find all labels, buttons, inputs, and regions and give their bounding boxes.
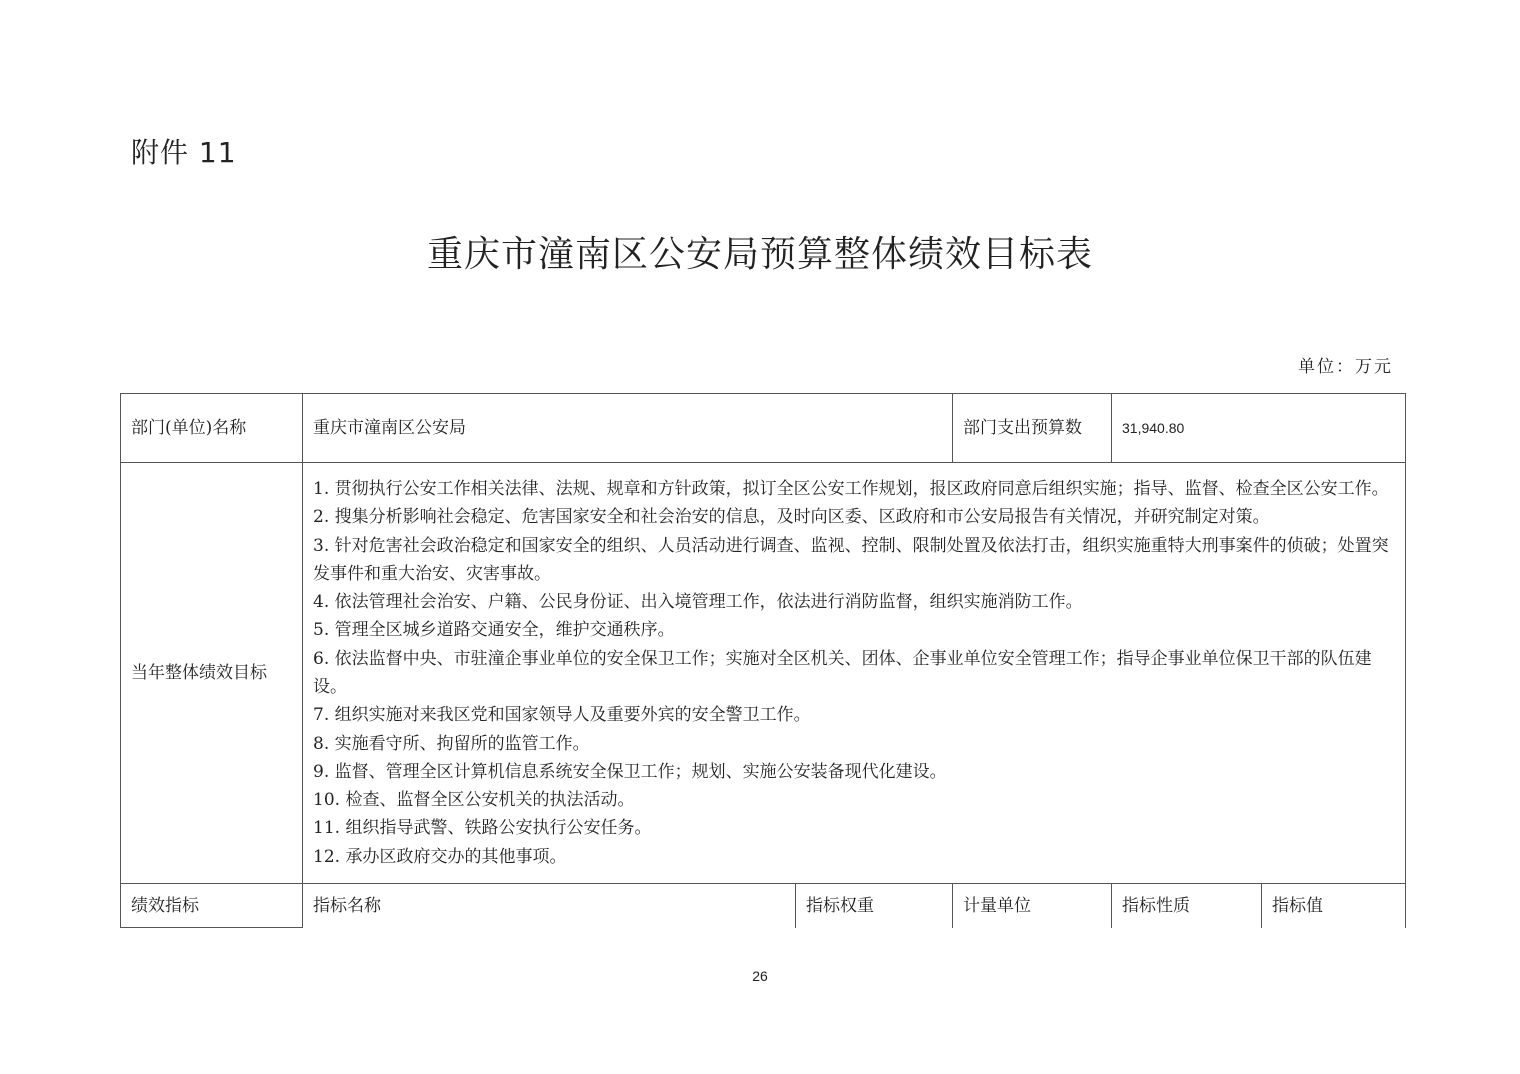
table-row xyxy=(121,463,1406,884)
goal-item: 6. 依法监督中央、市驻潼企事业单位的安全保卫工作；实施对全区机关、团体、企事业单位安全管理工作；指导企事业单位保卫干部的队伍建设。 xyxy=(313,648,1372,697)
goal-item: 11. 组织指导武警、铁路公安执行公安任务。 xyxy=(313,818,652,839)
goals-cell xyxy=(303,463,1406,884)
metric-header-value: 指标值 xyxy=(1262,884,1406,928)
metric-header-nature: 指标性质 xyxy=(1112,884,1262,928)
metrics-label-cell: 绩效指标 xyxy=(121,884,303,928)
performance-table xyxy=(120,393,1406,928)
metric-header-unit: 计量单位 xyxy=(953,884,1112,928)
dept-label-cell: 部门(单位)名称 xyxy=(121,394,303,463)
goal-item: 5. 管理全区城乡道路交通安全，维护交通秩序。 xyxy=(313,620,675,641)
goal-item: 10. 检查、监督全区公安机关的执法活动。 xyxy=(313,790,635,811)
page-number: 26 xyxy=(752,968,768,984)
goal-item: 3. 针对危害社会政治稳定和国家安全的组织、人员活动进行调查、监视、控制、限制处置及依法打击，组织实施重特大刑事案件的侦破；处置突发事件和重大治安、灾害事故。 xyxy=(313,535,1389,584)
goal-item: 12. 承办区政府交办的其他事项。 xyxy=(313,846,567,867)
attachment-label: 附件 11 xyxy=(131,136,237,169)
page-title: 重庆市潼南区公安局预算整体绩效目标表 xyxy=(426,234,1093,275)
unit-label: 单位：万元 xyxy=(1298,357,1393,377)
goal-item: 1. 贯彻执行公安工作相关法律、法规、规章和方针政策，拟订全区公安工作规划，报区政府同意后组织实施；指导、监督、检查全区公安工作。 xyxy=(313,478,1389,499)
goals-label-cell: 当年整体绩效目标 xyxy=(121,463,303,884)
goal-item: 9. 监督、管理全区计算机信息系统安全保卫工作；规划、实施公安装备现代化建设。 xyxy=(313,761,947,782)
table-row xyxy=(121,884,1406,928)
dept-name-cell: 重庆市潼南区公安局 xyxy=(303,394,953,463)
metric-header-weight: 指标权重 xyxy=(796,884,953,928)
goal-item: 2. 搜集分析影响社会稳定、危害国家安全和社会治安的信息，及时向区委、区政府和市公安局报告有关情况，并研究制定对策。 xyxy=(313,507,1270,528)
budget-value-cell: 31,940.80 xyxy=(1112,394,1406,463)
metric-header-name: 指标名称 xyxy=(303,884,796,928)
goal-item: 4. 依法管理社会治安、户籍、公民身份证、出入境管理工作，依法进行消防监督，组织实施消防工作。 xyxy=(313,592,1083,613)
goal-item: 8. 实施看守所、拘留所的监管工作。 xyxy=(313,733,590,754)
goal-item: 7. 组织实施对来我区党和国家领导人及重要外宾的安全警卫工作。 xyxy=(313,705,811,726)
budget-label-cell: 部门支出预算数 xyxy=(953,394,1112,463)
table-row xyxy=(121,394,1406,463)
